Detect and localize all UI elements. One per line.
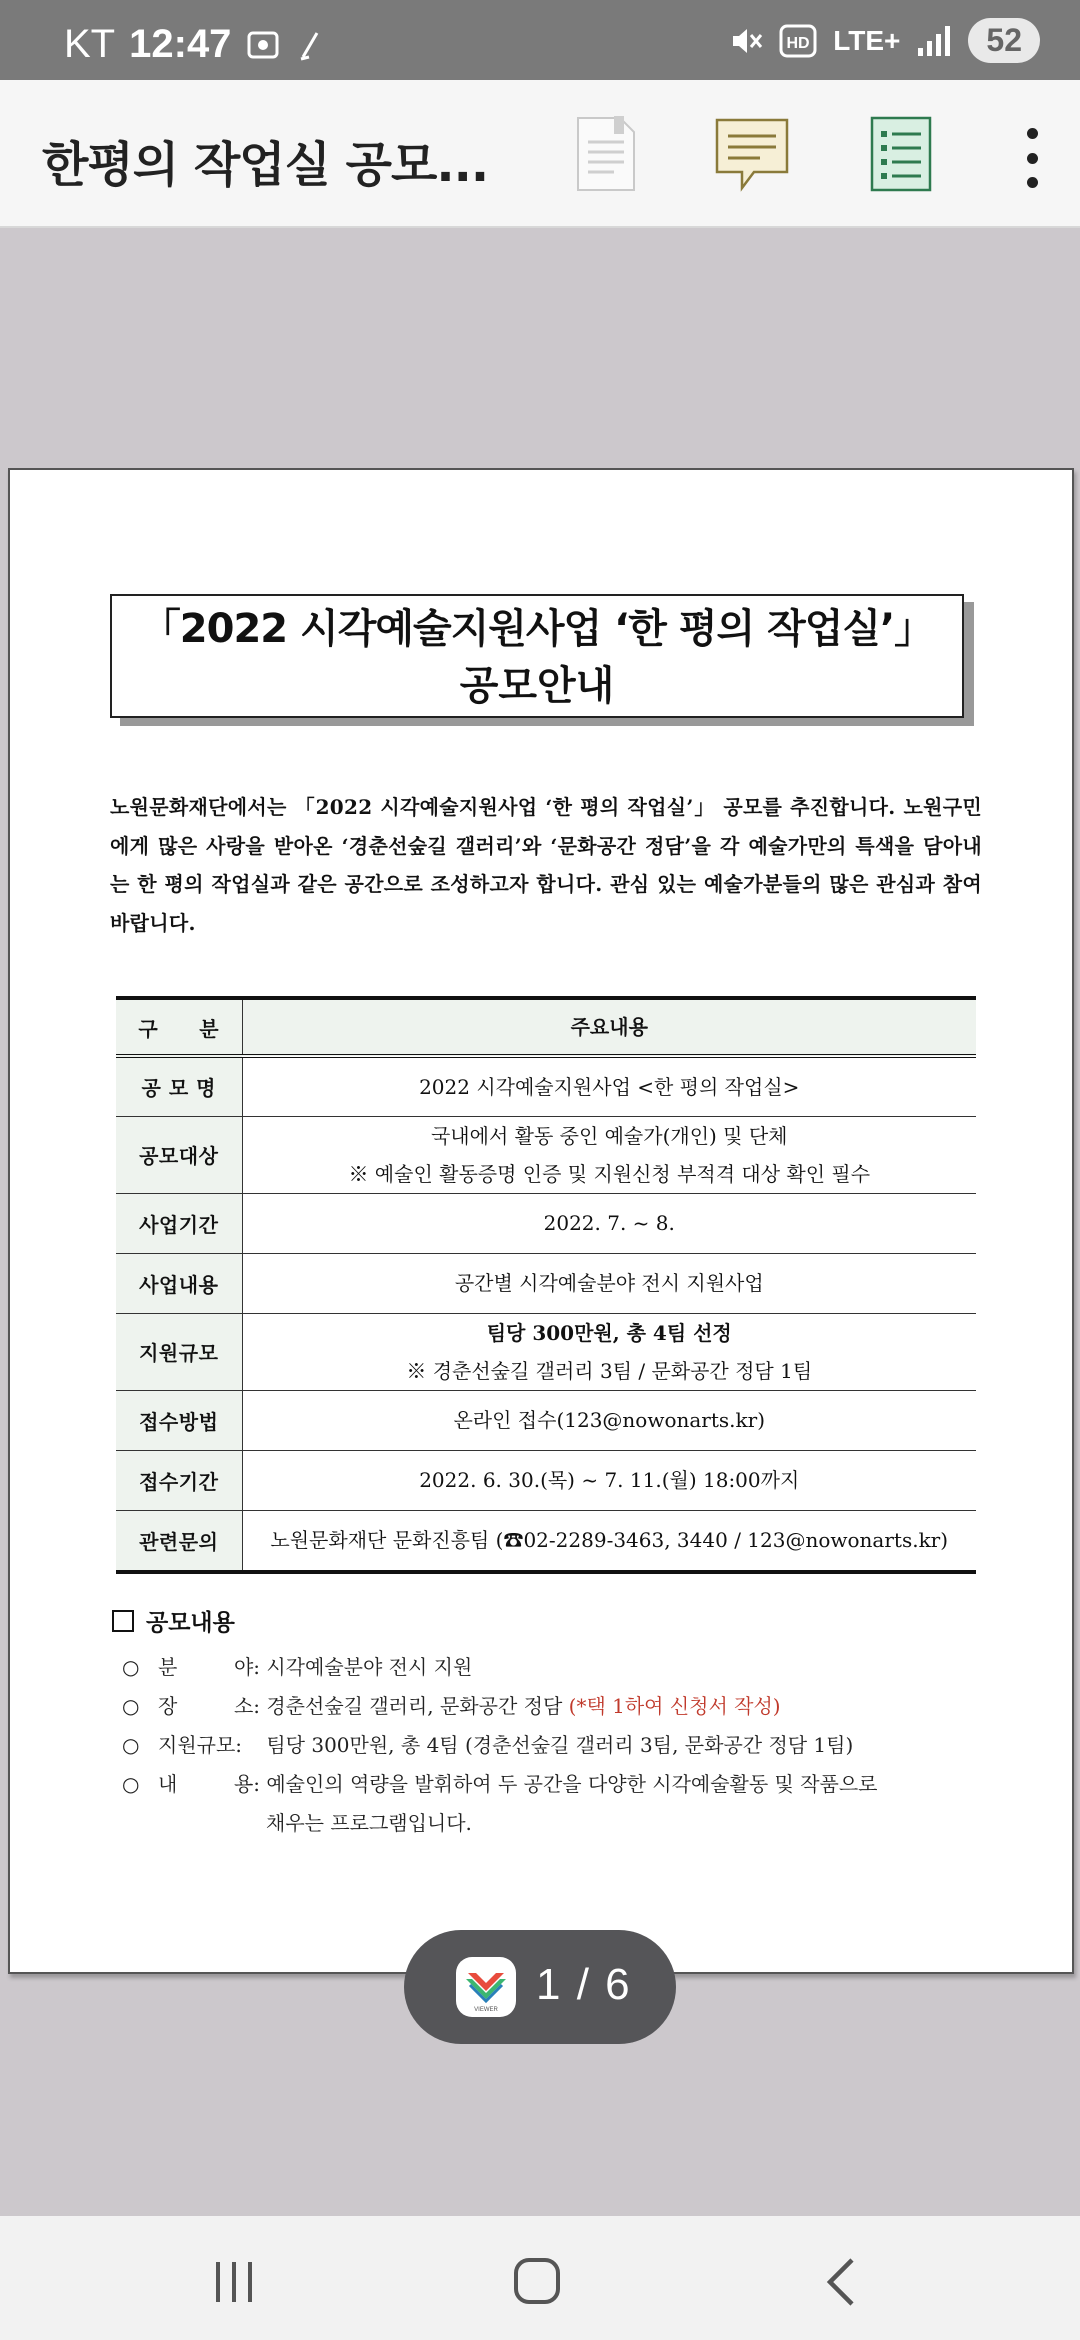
item-value-text: 팀당 300만원, 총 4팀 (경춘선숲길 갤러리 3팀, 문화공간 정담 1팀)	[266, 1733, 854, 1757]
bullet: ○	[122, 1772, 140, 1796]
row-value-line: 국내에서 활동 중인 예술가(개인) 및 단체	[430, 1123, 788, 1148]
item-label-part: 야:	[233, 1655, 260, 1679]
item-label-part: 분	[158, 1655, 178, 1679]
row-key: 접수방법	[116, 1390, 242, 1450]
item-value	[260, 1765, 1002, 1843]
info-table	[116, 996, 976, 1574]
network-label: LTE+	[833, 24, 901, 56]
item-label	[158, 1648, 260, 1687]
list-item	[122, 1726, 1002, 1765]
title-line-1: 「2022 시각예술지원사업 ‘한 평의 작업실’」	[140, 606, 934, 652]
bullet: ○	[122, 1655, 140, 1679]
row-key: 지원규모	[116, 1313, 242, 1390]
row-value-note: ※ 예술인 활동증명 인증 및 지원신청 부적격 대상 확인 필수	[348, 1161, 871, 1186]
item-label-part: 장	[158, 1694, 178, 1718]
list-item	[122, 1687, 1002, 1726]
item-label	[158, 1726, 260, 1765]
section-title	[112, 1604, 235, 1637]
bullet: ○	[122, 1694, 140, 1718]
table-header-value: 주요내용	[242, 998, 976, 1056]
bullet: ○	[122, 1733, 140, 1757]
item-value-text: 예술인의 역량을 발휘하여 두 공간을 다양한 시각예술활동 및 작품으로	[266, 1772, 878, 1796]
item-value	[260, 1726, 1002, 1765]
screenshot-icon	[245, 27, 281, 63]
item-value-continuation: 채우는 프로그램입니다.	[266, 1811, 472, 1835]
item-label-part: 소:	[233, 1694, 260, 1718]
row-value-note: ※ 경춘선숲길 갤러리 3팀 / 문화공간 정담 1팀	[406, 1358, 813, 1383]
row-key: 관련문의	[116, 1510, 242, 1572]
item-label-part: 내	[158, 1772, 178, 1796]
title-box	[110, 594, 964, 718]
status-right	[727, 18, 1040, 63]
list-item	[122, 1765, 1002, 1843]
row-key: 공모대상	[116, 1116, 242, 1193]
back-icon[interactable]	[822, 2256, 858, 2308]
table-row	[116, 1193, 976, 1253]
row-value: 2022 시각예술지원사업 <한 평의 작업실>	[242, 1056, 976, 1116]
table-row	[116, 1450, 976, 1510]
list-item	[122, 1648, 1002, 1687]
row-value: 노원문화재단 문화진흥팀 (☎02-2289-3463, 3440 / 123@nowonarts.kr)	[242, 1510, 976, 1572]
title-line-2: 공모안내	[459, 663, 615, 709]
table-row	[116, 1056, 976, 1116]
battery-indicator: 52	[968, 18, 1040, 63]
row-value	[242, 1313, 976, 1390]
comment-icon[interactable]	[714, 116, 790, 192]
item-value-text: 시각예술분야 전시 지원	[266, 1655, 473, 1679]
table-row	[116, 1253, 976, 1313]
item-label	[158, 1687, 260, 1726]
hd-icon	[779, 24, 817, 58]
mute-icon	[727, 23, 763, 59]
viewer-logo-text: VIEWER	[474, 2007, 498, 2013]
home-icon[interactable]	[512, 2256, 562, 2306]
row-key: 사업기간	[116, 1193, 242, 1253]
signal-icon	[916, 24, 952, 58]
recent-apps-icon[interactable]	[210, 2260, 258, 2304]
document-icon[interactable]	[574, 116, 638, 192]
intro-paragraph: 노원문화재단에서는 「2022 시각예술지원사업 ‘한 평의 작업실’」 공모를 추진합니다. 노원구민에게 많은 사랑을 받아온 ‘경춘선숲길 갤러리’와 ‘문화공간 정담’을 각 예술가만의 특색을 담아내는 한 평의 작업실과 같은 공간으로 조성하고자 합니다. 관심 있는 예술가분들의 많은 관심과 참여 바랍니다.	[110, 795, 982, 935]
table-row	[116, 1390, 976, 1450]
document-title: 한평의 작업실 공모...	[42, 137, 489, 193]
list-icon[interactable]	[870, 116, 932, 192]
section-title-text: 공모내용	[146, 1610, 235, 1636]
checkbox-square-icon	[112, 1610, 134, 1632]
pen-icon	[295, 27, 325, 63]
item-value-text: 경춘선숲길 갤러리, 문화공간 정담	[266, 1694, 569, 1718]
more-icon[interactable]	[1020, 128, 1044, 188]
row-key: 사업내용	[116, 1253, 242, 1313]
row-value: 2022. 6. 30.(목) ~ 7. 11.(월) 18:00까지	[242, 1450, 976, 1510]
table-header-row	[116, 998, 976, 1056]
row-value: 온라인 접수(123@nowonarts.kr)	[242, 1390, 976, 1450]
document-page[interactable]	[8, 468, 1074, 1974]
item-label	[158, 1765, 260, 1843]
item-label-part: 용:	[233, 1772, 260, 1796]
page-indicator[interactable]	[404, 1930, 676, 2044]
status-left	[64, 22, 325, 67]
item-label-part: 지원규모:	[158, 1733, 243, 1757]
navigation-bar	[0, 2216, 1080, 2340]
item-note: (*택 1하여 신청서 작성)	[568, 1694, 781, 1718]
svg-text:HD: HD	[786, 34, 810, 52]
page-counter: 1 / 6	[536, 1960, 632, 2009]
table-row	[116, 1510, 976, 1572]
status-bar	[0, 0, 1080, 80]
table-header-key: 구 분	[116, 998, 242, 1056]
row-value-line: 팀당 300만원, 총 4팀 선정	[486, 1320, 732, 1345]
row-key: 접수기간	[116, 1450, 242, 1510]
viewer-logo-icon	[456, 1957, 516, 2017]
item-value	[260, 1687, 1002, 1726]
table-row	[116, 1313, 976, 1390]
row-value: 2022. 7. ~ 8.	[242, 1193, 976, 1253]
row-value: 공간별 시각예술분야 전시 지원사업	[242, 1253, 976, 1313]
clock: 12:47	[129, 22, 232, 66]
section-list	[122, 1648, 1002, 1843]
carrier-label: KT	[64, 22, 116, 66]
row-value	[242, 1116, 976, 1193]
item-value	[260, 1648, 1002, 1687]
table-row	[116, 1116, 976, 1193]
app-bar	[0, 80, 1080, 228]
row-key: 공 모 명	[116, 1056, 242, 1116]
